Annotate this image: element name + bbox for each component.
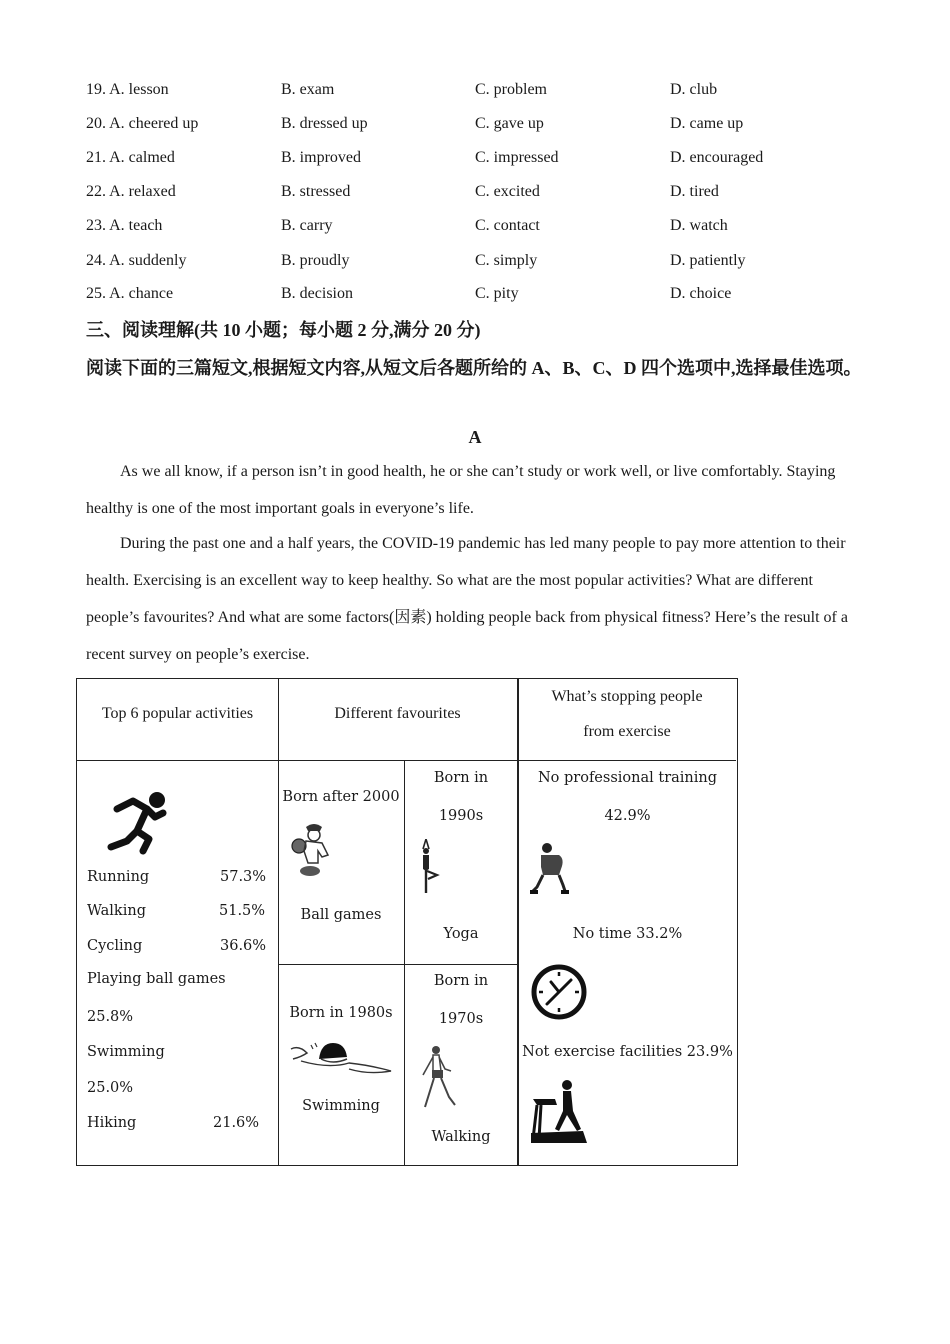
option-c: C. problem	[475, 81, 547, 98]
favourite-group-line1: Born in	[433, 973, 489, 989]
option-a: 23. A. teach	[86, 217, 163, 234]
option-c: C. pity	[475, 285, 519, 302]
option-d: D. tired	[670, 183, 719, 200]
activity-pct: 51.5%	[219, 903, 266, 919]
option-a: 25. A. chance	[86, 285, 174, 302]
header-stopping-line2: from exercise	[583, 723, 671, 740]
passage-label: A	[468, 427, 482, 447]
option-d: D. encouraged	[670, 149, 764, 166]
option-a: 21. A. calmed	[86, 149, 175, 166]
section-title: 三、阅读理解(共 10 小题；每小题 2 分,满分 20 分)	[86, 320, 481, 340]
barrier-label: No professional training	[537, 770, 718, 786]
activity-name: Hiking	[87, 1115, 137, 1131]
favourite-group-line2: 1970s	[438, 1011, 484, 1027]
option-a: 19. A. lesson	[86, 81, 169, 98]
clock-icon	[529, 962, 589, 1022]
activity-name: Playing ball games	[87, 971, 226, 987]
activity-pct: 36.6%	[220, 938, 267, 954]
barrier-label: No time 33.2%	[572, 926, 683, 942]
walker-icon	[417, 1045, 459, 1111]
header-stopping-line1: What’s stopping people	[551, 688, 703, 705]
option-b: B. decision	[281, 285, 353, 302]
activity-name: Running	[87, 869, 150, 885]
option-d: D. patiently	[670, 252, 746, 269]
activity-name: Walking	[87, 903, 146, 919]
option-d: D. choice	[670, 285, 732, 302]
activity-pct: 57.3%	[220, 869, 267, 885]
section-instruction: 阅读下面的三篇短文,根据短文内容,从短文后各题所给的 A、B、C、D 四个选项中,选择最佳选项。	[86, 358, 862, 378]
option-c: C. simply	[475, 252, 538, 269]
option-b: B. exam	[281, 81, 335, 98]
activity-pct: 25.0%	[87, 1080, 134, 1096]
barrier-label: Not exercise facilities 23.9%	[522, 1044, 733, 1060]
ball-player-icon	[290, 821, 334, 879]
activity-name: Cycling	[87, 938, 143, 954]
favourite-group: Born in 1980s	[289, 1005, 393, 1021]
trainer-icon	[529, 841, 573, 897]
favourite-activity: Yoga	[443, 926, 479, 942]
treadmill-icon	[529, 1075, 589, 1145]
option-b: B. improved	[281, 149, 361, 166]
activity-pct: 25.8%	[87, 1009, 134, 1025]
option-d: D. club	[670, 81, 718, 98]
swimmer-icon	[289, 1039, 393, 1079]
survey-table	[76, 678, 738, 1166]
passage-paragraph-1: As we all know, if a person isn’t in good health, he or she can’t study or work well, or live comfortably. Staying healthy is one of the most important goals in everyone’s life.	[86, 463, 836, 517]
header-top-activities: Top 6 popular activities	[101, 705, 254, 722]
yoga-icon	[417, 839, 443, 895]
option-d: D. watch	[670, 217, 728, 234]
favourite-activity: Ball games	[300, 907, 382, 923]
favourite-group: Born after 2000	[282, 789, 400, 805]
running-icon	[91, 787, 167, 855]
option-c: C. contact	[475, 217, 540, 234]
activity-name: Swimming	[87, 1044, 165, 1060]
favourite-group-line1: Born in	[433, 770, 489, 786]
favourite-group-line2: 1990s	[438, 808, 484, 824]
option-c: C. gave up	[475, 115, 544, 132]
favourite-activity: Walking	[431, 1129, 491, 1145]
option-c: C. impressed	[475, 149, 559, 166]
table-divider	[517, 679, 519, 1165]
passage-paragraph-2: During the past one and a half years, the COVID-19 pandemic has led many people to pay more attention to their health. Exercising is an excellent way to keep healthy. So what are the most popular activities? What are different people’s favourites? And what are some factors(因素) holding people back from physical fitness? Here’s the result of a recent survey on people’s exercise.	[86, 535, 848, 663]
activity-pct: 21.6%	[213, 1115, 260, 1131]
option-a: 22. A. relaxed	[86, 183, 176, 200]
option-b: B. stressed	[281, 183, 351, 200]
table-divider	[278, 964, 517, 965]
option-c: C. excited	[475, 183, 540, 200]
table-divider	[77, 760, 736, 761]
header-different-favourites: Different favourites	[334, 705, 461, 722]
option-d: D. came up	[670, 115, 744, 132]
barrier-pct: 42.9%	[604, 808, 651, 824]
option-a: 24. A. suddenly	[86, 252, 187, 269]
favourite-activity: Swimming	[302, 1098, 380, 1114]
option-b: B. dressed up	[281, 115, 368, 132]
option-a: 20. A. cheered up	[86, 115, 199, 132]
option-b: B. proudly	[281, 252, 350, 269]
option-b: B. carry	[281, 217, 333, 234]
